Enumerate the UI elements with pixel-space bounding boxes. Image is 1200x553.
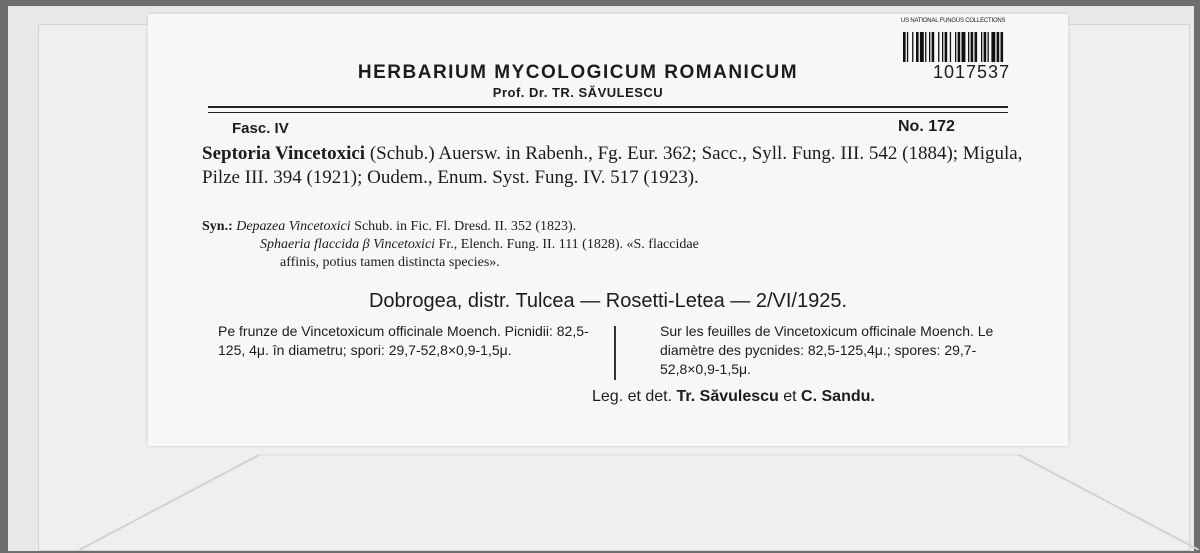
fascicle-number: Fasc. IV bbox=[232, 120, 289, 137]
barcode-institution: US NATIONAL FUNGUS COLLECTIONS bbox=[901, 18, 1006, 24]
synonym-2-citation: Fr., Elench. Fung. II. 111 (1828). «S. flaccidae bbox=[438, 237, 699, 252]
synonym-1-name: Depazea Vincetoxici bbox=[236, 219, 351, 234]
synonyms bbox=[202, 218, 1032, 272]
header-rule bbox=[208, 106, 1008, 108]
collectors-prefix: Leg. et det. bbox=[592, 388, 673, 405]
collector-1: Tr. Săvulescu bbox=[676, 388, 779, 405]
specimen-number: No. 172 bbox=[898, 118, 955, 135]
synonym-2 bbox=[202, 236, 1032, 254]
header-rule-thin bbox=[208, 112, 1008, 113]
synonym-1-citation: Schub. in Fic. Fl. Dresd. II. 352 (1823). bbox=[354, 219, 577, 234]
barcode-label bbox=[895, 14, 1045, 86]
description-romanian: Pe frunze de Vincetoxicum officinale Moench. Picnidii: 82,5-125, 4μ. în diametru; spori: 29,7-52,8×0,9-1,5μ. bbox=[218, 323, 589, 358]
synonym-2-note: affinis, potius tamen distincta species». bbox=[280, 255, 500, 270]
column-divider bbox=[614, 326, 616, 380]
taxon-entry bbox=[202, 142, 1032, 190]
taxon-name: Septoria Vincetoxici bbox=[202, 143, 366, 164]
collectors-joiner: et bbox=[783, 388, 797, 405]
synonyms-label: Syn.: bbox=[202, 219, 233, 234]
taxon-citation: (Schub.) Auersw. in Rabenh., Fg. Eur. 362; Sacc., Syll. Fung. III. 542 (1884); Migula, Pilze III. 394 (1921); Oudem., Enum. Syst. Fung. IV. 517 (1923). bbox=[202, 143, 1023, 188]
collector-2: C. Sandu. bbox=[801, 388, 875, 405]
synonym-2-name: Sphaeria flaccida β Vincetoxici bbox=[260, 237, 436, 252]
barcode-icon bbox=[903, 32, 1037, 62]
barcode-number: 1017537 bbox=[933, 62, 1011, 82]
collectors bbox=[592, 388, 875, 406]
herbarium-title: HERBARIUM MYCOLOGICUM ROMANICUM bbox=[357, 62, 799, 83]
locality: Dobrogea, distr. Tulcea — Rosetti-Letea — 2/VI/1925. bbox=[368, 290, 848, 312]
description-french: Sur les feuilles de Vincetoxicum officinale Moench. Le diamètre des pycnides: 82,5-125,4μ.; spores: 29,7-52,8×0,9-1,5μ. bbox=[660, 323, 994, 377]
herbarium-director: Prof. Dr. TR. SĂVULESCU bbox=[492, 85, 664, 100]
